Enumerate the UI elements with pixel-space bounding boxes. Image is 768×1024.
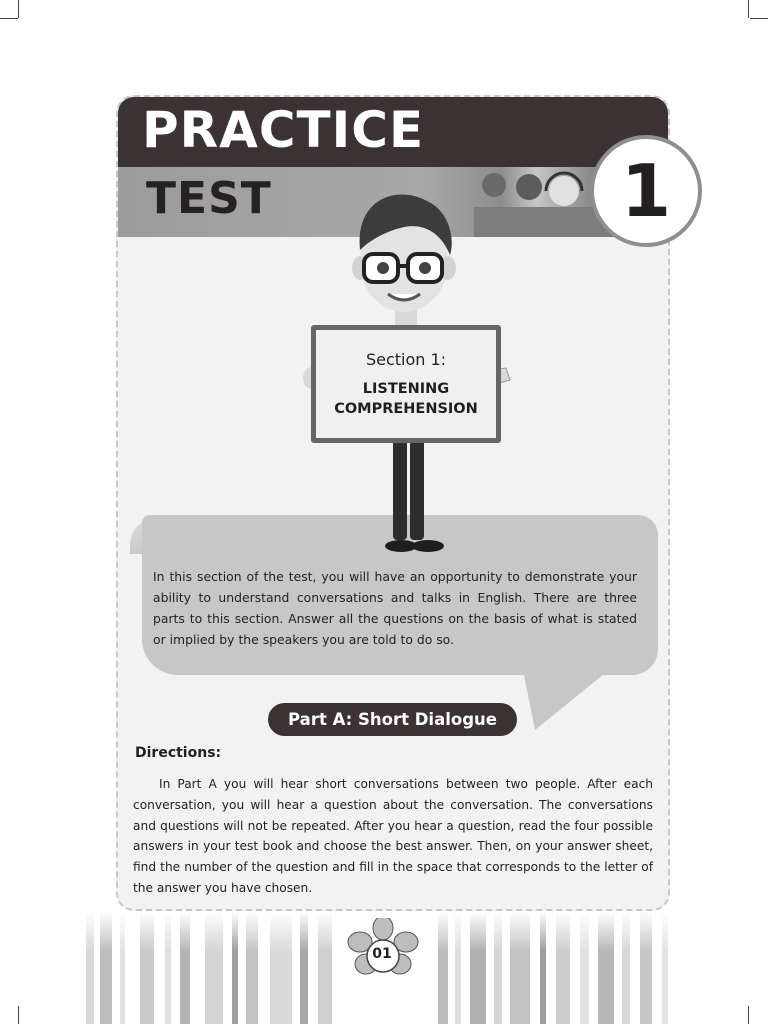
intro-paragraph: In this section of the test, you will have an opportunity to demonstrate your ability to understand conversations and talks in English. There are three parts to this section. Answer all the questions on the basis of what is stated or implied by the speakers you are told to do so. — [153, 569, 637, 647]
directions-paragraph: In Part A you will hear short conversations between two people. After each conversation, you will hear a question about the conversation. The conversations and questions will not be repeated. After you hear a question, read the four possible answers in your test book and choose the best answer. Then, on your answer sheet, find the number of the question and fill in the space that corresponds to the letter of the answer you have chosen. — [133, 777, 653, 895]
directions-heading: Directions: — [135, 745, 222, 761]
part-a-label: Part A: Short Dialogue — [268, 703, 517, 736]
board-title-line1: LISTENING — [362, 381, 450, 397]
sign-board — [311, 325, 501, 443]
title-test: TEST — [146, 173, 272, 224]
board-section-title — [316, 379, 496, 419]
board-section-label: Section 1: — [365, 350, 447, 369]
board-title-line2: COMPREHENSION — [334, 401, 478, 417]
test-number: 1 — [620, 149, 672, 233]
page-number: 01 — [372, 946, 392, 962]
title-practice: PRACTICE — [142, 101, 425, 159]
